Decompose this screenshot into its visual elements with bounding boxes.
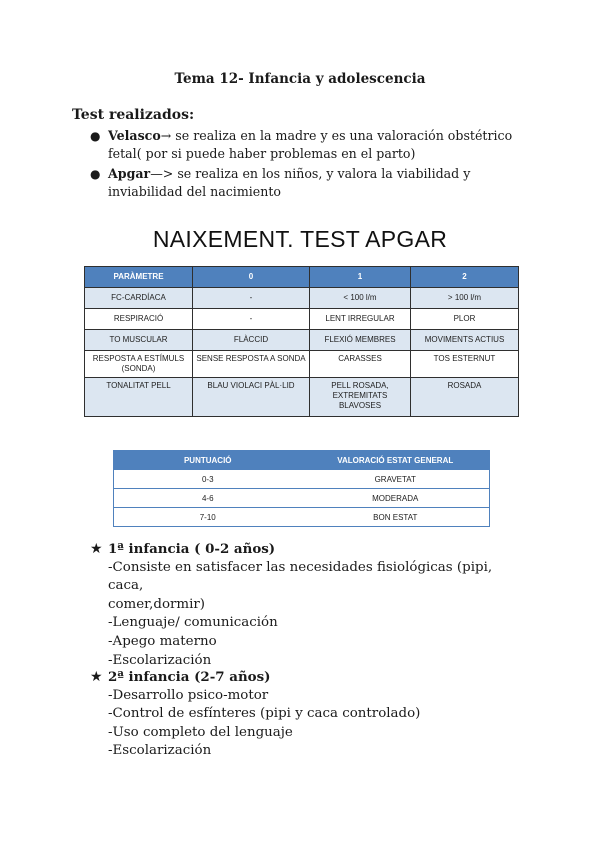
table-cell: < 100 l/m <box>310 288 411 309</box>
table-row <box>85 351 519 378</box>
page-title: Tema 12- Infancia y adolescencia <box>174 71 426 87</box>
column-header: PUNTUACIÓ <box>114 451 302 470</box>
test-description: se realiza en la madre y es una valoración obstétrico fetal( por si puede haber problemas en el parto) <box>108 128 513 161</box>
table-cell: RESPOSTA A ESTÍMULS (SONDA) <box>85 351 193 378</box>
table-row <box>85 330 519 351</box>
table-row <box>85 309 519 330</box>
table-header-row <box>85 267 519 288</box>
table-row <box>114 508 490 527</box>
list-item: -Uso completo del lenguaje <box>108 724 293 740</box>
stage-first-infancy <box>90 540 520 670</box>
arrow-text: → <box>160 128 172 143</box>
star-icon: ★ <box>90 669 103 685</box>
list-item-velasco <box>72 127 542 163</box>
table-row <box>85 288 519 309</box>
bullet-icon: ● <box>90 167 101 181</box>
column-header: 2 <box>411 267 519 288</box>
table-cell: FLEXIÓ MEMBRES <box>310 330 411 351</box>
list-item: -Control de esfínteres (pipi y caca controlado) <box>108 706 421 722</box>
table-cell: RESPIRACIÓ <box>85 309 193 330</box>
stage-heading: 2ª infancia (2-7 años) <box>108 669 271 685</box>
table-row <box>114 489 490 508</box>
column-header: VALORACIÓ ESTAT GENERAL <box>302 451 490 470</box>
stage-heading: 1ª infancia ( 0-2 años) <box>108 541 276 557</box>
table-cell: MODERADA <box>302 489 490 508</box>
table-cell: - <box>193 309 310 330</box>
apgar-heading: NAIXEMENT. TEST APGAR <box>152 226 448 252</box>
score-table <box>113 450 490 527</box>
table-cell: TO MUSCULAR <box>85 330 193 351</box>
list-item: -Escolarización <box>108 743 212 759</box>
table-cell: 7-10 <box>114 508 302 527</box>
list-item: comer,dormir) <box>108 596 206 612</box>
table-cell: BON ESTAT <box>302 508 490 527</box>
table-cell: LENT IRREGULAR <box>310 309 411 330</box>
list-item: -Apego materno <box>108 633 217 649</box>
table-cell: - <box>193 288 310 309</box>
table-header-row <box>114 451 490 470</box>
table-cell: 4-6 <box>114 489 302 508</box>
table-cell: GRAVETAT <box>302 470 490 489</box>
table-cell: > 100 l/m <box>411 288 519 309</box>
stage-second-infancy <box>90 668 520 761</box>
table-cell: PELL ROSADA, EXTREMITATS BLAVOSES <box>310 378 411 417</box>
list-item-apgar <box>72 165 542 201</box>
column-header: 0 <box>193 267 310 288</box>
test-description: se realiza en los niños, y valora la viabilidad y inviabilidad del nacimiento <box>108 166 471 199</box>
table-cell: BLAU VIOLACI PÀL·LID <box>193 378 310 417</box>
table-row <box>85 378 519 417</box>
tests-heading: Test realizados: <box>72 107 195 123</box>
table-cell: TONALITAT PELL <box>85 378 193 417</box>
list-item: -Lenguaje/ comunicación <box>108 615 278 631</box>
column-header: 1 <box>310 267 411 288</box>
arrow-text: —> <box>150 166 174 181</box>
table-row <box>114 470 490 489</box>
star-icon: ★ <box>90 541 103 557</box>
table-cell: CARASSES <box>310 351 411 378</box>
list-item: -Consiste en satisfacer las necesidades fisiológicas (pipi, caca, <box>108 559 493 594</box>
table-cell: FLÀCCID <box>193 330 310 351</box>
table-cell: SENSE RESPOSTA A SONDA <box>193 351 310 378</box>
table-cell: PLOR <box>411 309 519 330</box>
apgar-table <box>84 266 519 417</box>
bullet-icon: ● <box>90 129 101 143</box>
table-cell: FC-CARDÍACA <box>85 288 193 309</box>
list-item: -Desarrollo psico-motor <box>108 687 269 703</box>
table-cell: TOS ESTERNUT <box>411 351 519 378</box>
table-cell: ROSADA <box>411 378 519 417</box>
tests-list <box>72 127 542 203</box>
column-header: PARÀMETRE <box>85 267 193 288</box>
table-cell: MOVIMENTS ACTIUS <box>411 330 519 351</box>
table-cell: 0-3 <box>114 470 302 489</box>
list-item: -Escolarización <box>108 652 212 668</box>
test-name: Velasco <box>108 128 161 143</box>
test-name: Apgar <box>108 166 151 181</box>
